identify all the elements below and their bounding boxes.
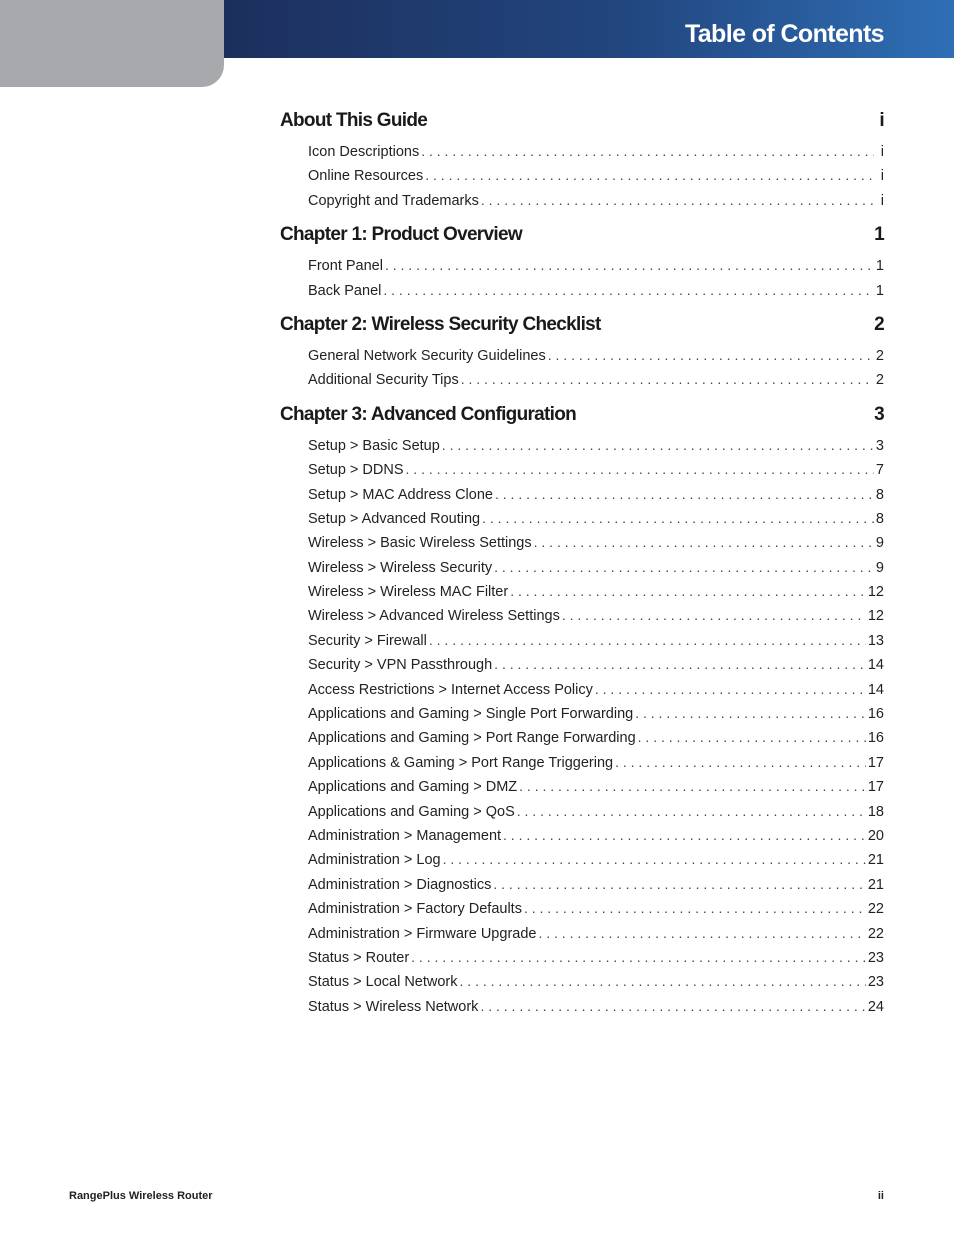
toc-entry[interactable] bbox=[308, 367, 884, 391]
toc-entry[interactable] bbox=[308, 774, 884, 798]
dot-leader bbox=[442, 433, 874, 457]
toc-entry-page-number: 3 bbox=[875, 437, 884, 454]
toc-chapter bbox=[280, 401, 884, 1018]
toc-entry-list bbox=[280, 343, 884, 392]
dot-leader bbox=[562, 603, 866, 627]
toc-entry[interactable] bbox=[308, 701, 884, 725]
toc-entry[interactable] bbox=[308, 457, 884, 481]
toc-entry-page-number: i bbox=[880, 192, 884, 209]
page-title: Table of Contents bbox=[684, 20, 884, 48]
toc-entry-page-number: 16 bbox=[867, 706, 884, 723]
toc-entry-page-number: 2 bbox=[875, 347, 884, 364]
toc-chapter bbox=[280, 311, 884, 392]
chapter-page-number: i bbox=[879, 110, 884, 131]
dot-leader bbox=[548, 343, 874, 367]
toc-entry-title: Administration > Log bbox=[308, 852, 441, 869]
toc-entry-page-number: i bbox=[880, 144, 884, 160]
toc-entry[interactable] bbox=[308, 994, 884, 1018]
dot-leader bbox=[538, 921, 865, 945]
toc-entry-page-number: 7 bbox=[875, 462, 884, 479]
corner-tab bbox=[0, 0, 224, 87]
dot-leader bbox=[635, 701, 866, 725]
toc-entry-title: Applications & Gaming > Port Range Triggering bbox=[308, 754, 614, 771]
dot-leader bbox=[615, 750, 866, 774]
toc-entry-title: Additional Security Tips bbox=[308, 372, 459, 389]
chapter-title: Chapter 1: Product Overview bbox=[280, 224, 522, 246]
chapter-heading[interactable] bbox=[280, 401, 884, 429]
toc-entry-page-number: 2 bbox=[875, 372, 884, 389]
toc-chapter bbox=[280, 107, 884, 212]
chapter-title: About This Guide bbox=[280, 110, 428, 131]
toc-entry-page-number: 23 bbox=[867, 974, 884, 991]
toc-entry-title: Setup > Advanced Routing bbox=[308, 510, 481, 527]
toc-entry-page-number: 21 bbox=[867, 876, 884, 893]
dot-leader bbox=[493, 872, 866, 896]
dot-leader bbox=[519, 774, 866, 798]
dot-leader bbox=[534, 530, 874, 554]
chapter-page-number: 1 bbox=[874, 224, 884, 246]
toc-entry-title: Wireless > Basic Wireless Settings bbox=[308, 535, 532, 552]
toc-entry-title: Status > Local Network bbox=[308, 974, 458, 991]
dot-leader bbox=[524, 896, 866, 920]
toc-entry-page-number: 1 bbox=[875, 258, 884, 275]
toc-entry[interactable] bbox=[308, 847, 884, 871]
dot-leader bbox=[421, 139, 874, 163]
toc-entry[interactable] bbox=[308, 579, 884, 603]
toc-entry-title: Wireless > Wireless Security bbox=[308, 559, 493, 576]
toc-entry[interactable] bbox=[308, 343, 884, 367]
dot-leader bbox=[411, 945, 866, 969]
dot-leader bbox=[443, 847, 866, 871]
toc-entry-title: Administration > Factory Defaults bbox=[308, 901, 522, 918]
toc-entry[interactable] bbox=[308, 555, 884, 579]
toc-entry[interactable] bbox=[308, 482, 884, 506]
chapter-title: Chapter 2: Wireless Security Checklist bbox=[280, 313, 601, 335]
toc-entry-page-number: 20 bbox=[867, 827, 884, 844]
toc-entry-title: Copyright and Trademarks bbox=[308, 192, 479, 209]
toc-entry-title: Administration > Management bbox=[308, 827, 502, 844]
toc-entry[interactable] bbox=[308, 530, 884, 554]
chapter-heading[interactable] bbox=[280, 311, 884, 339]
toc-entry-title: Wireless > Wireless MAC Filter bbox=[308, 584, 509, 601]
toc-entry-page-number: 22 bbox=[867, 901, 884, 918]
toc-entry-page-number: 14 bbox=[867, 657, 884, 674]
toc-entry[interactable] bbox=[308, 628, 884, 652]
dot-leader bbox=[595, 677, 866, 701]
toc-chapter bbox=[280, 221, 884, 302]
dot-leader bbox=[494, 652, 866, 676]
toc-entry-list bbox=[280, 253, 884, 302]
toc-entry-title: Setup > DDNS bbox=[308, 462, 404, 479]
toc-entry[interactable] bbox=[308, 945, 884, 969]
dot-leader bbox=[517, 799, 866, 823]
toc-entry-page-number: 18 bbox=[867, 803, 884, 820]
toc-entry[interactable] bbox=[308, 278, 884, 302]
toc-entry-list bbox=[280, 433, 884, 1018]
chapter-title: Chapter 3: Advanced Configuration bbox=[280, 403, 577, 425]
chapter-heading[interactable] bbox=[280, 107, 884, 135]
toc-entry-page-number: 1 bbox=[875, 282, 884, 299]
toc-entry-page-number: 12 bbox=[867, 608, 884, 625]
toc-entry[interactable] bbox=[308, 969, 884, 993]
toc-entry-title: Icon Descriptions bbox=[308, 144, 420, 160]
dot-leader bbox=[460, 969, 866, 993]
toc-entry[interactable] bbox=[308, 139, 884, 163]
toc-entry-title: Status > Wireless Network bbox=[308, 998, 479, 1015]
dot-leader bbox=[385, 253, 874, 277]
toc-entry[interactable] bbox=[308, 799, 884, 823]
dot-leader bbox=[480, 994, 865, 1018]
toc-entry[interactable] bbox=[308, 652, 884, 676]
dot-leader bbox=[406, 457, 874, 481]
table-of-contents bbox=[280, 107, 884, 1027]
toc-entry[interactable] bbox=[308, 188, 884, 212]
toc-entry-page-number: 21 bbox=[867, 852, 884, 869]
footer-product-name: RangePlus Wireless Router bbox=[69, 1190, 213, 1202]
toc-entry-title: Status > Router bbox=[308, 949, 410, 966]
toc-entry-title: Applications and Gaming > QoS bbox=[308, 803, 515, 820]
toc-entry-title: Wireless > Advanced Wireless Settings bbox=[308, 608, 560, 625]
toc-entry[interactable] bbox=[308, 725, 884, 749]
toc-entry[interactable] bbox=[308, 163, 884, 187]
toc-entry[interactable] bbox=[308, 506, 884, 530]
toc-entry-title: Applications and Gaming > Single Port Forwarding bbox=[308, 706, 634, 723]
dot-leader bbox=[503, 823, 866, 847]
toc-entry[interactable] bbox=[308, 823, 884, 847]
toc-entry[interactable] bbox=[308, 872, 884, 896]
toc-entry-page-number: 16 bbox=[867, 730, 884, 747]
toc-entry-title: Front Panel bbox=[308, 258, 383, 275]
toc-entry-title: General Network Security Guidelines bbox=[308, 347, 546, 364]
toc-entry[interactable] bbox=[308, 433, 884, 457]
toc-entry[interactable] bbox=[308, 750, 884, 774]
toc-entry-title: Security > VPN Passthrough bbox=[308, 657, 493, 674]
dot-leader bbox=[510, 579, 866, 603]
toc-entry[interactable] bbox=[308, 603, 884, 627]
dot-leader bbox=[638, 725, 866, 749]
toc-entry[interactable] bbox=[308, 896, 884, 920]
chapter-heading[interactable] bbox=[280, 221, 884, 249]
toc-entry-page-number: 24 bbox=[867, 998, 884, 1015]
toc-entry-page-number: 14 bbox=[867, 681, 884, 698]
toc-entry-title: Setup > MAC Address Clone bbox=[308, 486, 493, 503]
toc-entry-page-number: 23 bbox=[867, 949, 884, 966]
toc-entry-page-number: 9 bbox=[875, 559, 884, 576]
dot-leader bbox=[481, 188, 874, 212]
dot-leader bbox=[425, 163, 874, 187]
toc-entry-title: Back Panel bbox=[308, 282, 382, 299]
toc-entry-list bbox=[280, 139, 884, 212]
toc-entry[interactable] bbox=[308, 921, 884, 945]
chapter-page-number: 2 bbox=[874, 313, 884, 335]
toc-entry-title: Administration > Diagnostics bbox=[308, 876, 492, 893]
toc-entry-title: Applications and Gaming > Port Range Forwarding bbox=[308, 730, 636, 747]
toc-entry-title: Online Resources bbox=[308, 168, 424, 185]
toc-entry-title: Applications and Gaming > DMZ bbox=[308, 779, 518, 796]
dot-leader bbox=[495, 482, 874, 506]
toc-entry[interactable] bbox=[308, 253, 884, 277]
chapter-page-number: 3 bbox=[874, 403, 884, 425]
toc-entry-title: Administration > Firmware Upgrade bbox=[308, 925, 537, 942]
toc-entry-page-number: 17 bbox=[867, 779, 884, 796]
header-banner bbox=[224, 0, 954, 58]
toc-entry-title: Security > Firewall bbox=[308, 632, 427, 649]
toc-entry-page-number: 9 bbox=[875, 535, 884, 552]
toc-entry-page-number: 8 bbox=[875, 510, 884, 527]
toc-entry-page-number: i bbox=[880, 168, 884, 185]
toc-entry-page-number: 8 bbox=[875, 486, 884, 503]
toc-entry-page-number: 22 bbox=[867, 925, 884, 942]
toc-entry-title: Setup > Basic Setup bbox=[308, 437, 440, 454]
toc-entry-page-number: 13 bbox=[867, 632, 884, 649]
dot-leader bbox=[482, 506, 874, 530]
toc-entry[interactable] bbox=[308, 677, 884, 701]
footer-page-number: ii bbox=[877, 1190, 884, 1202]
toc-entry-page-number: 17 bbox=[867, 754, 884, 771]
toc-entry-page-number: 12 bbox=[867, 584, 884, 601]
dot-leader bbox=[429, 628, 866, 652]
dot-leader bbox=[494, 555, 874, 579]
dot-leader bbox=[461, 367, 874, 391]
dot-leader bbox=[383, 278, 874, 302]
toc-entry-title: Access Restrictions > Internet Access Policy bbox=[308, 681, 593, 698]
